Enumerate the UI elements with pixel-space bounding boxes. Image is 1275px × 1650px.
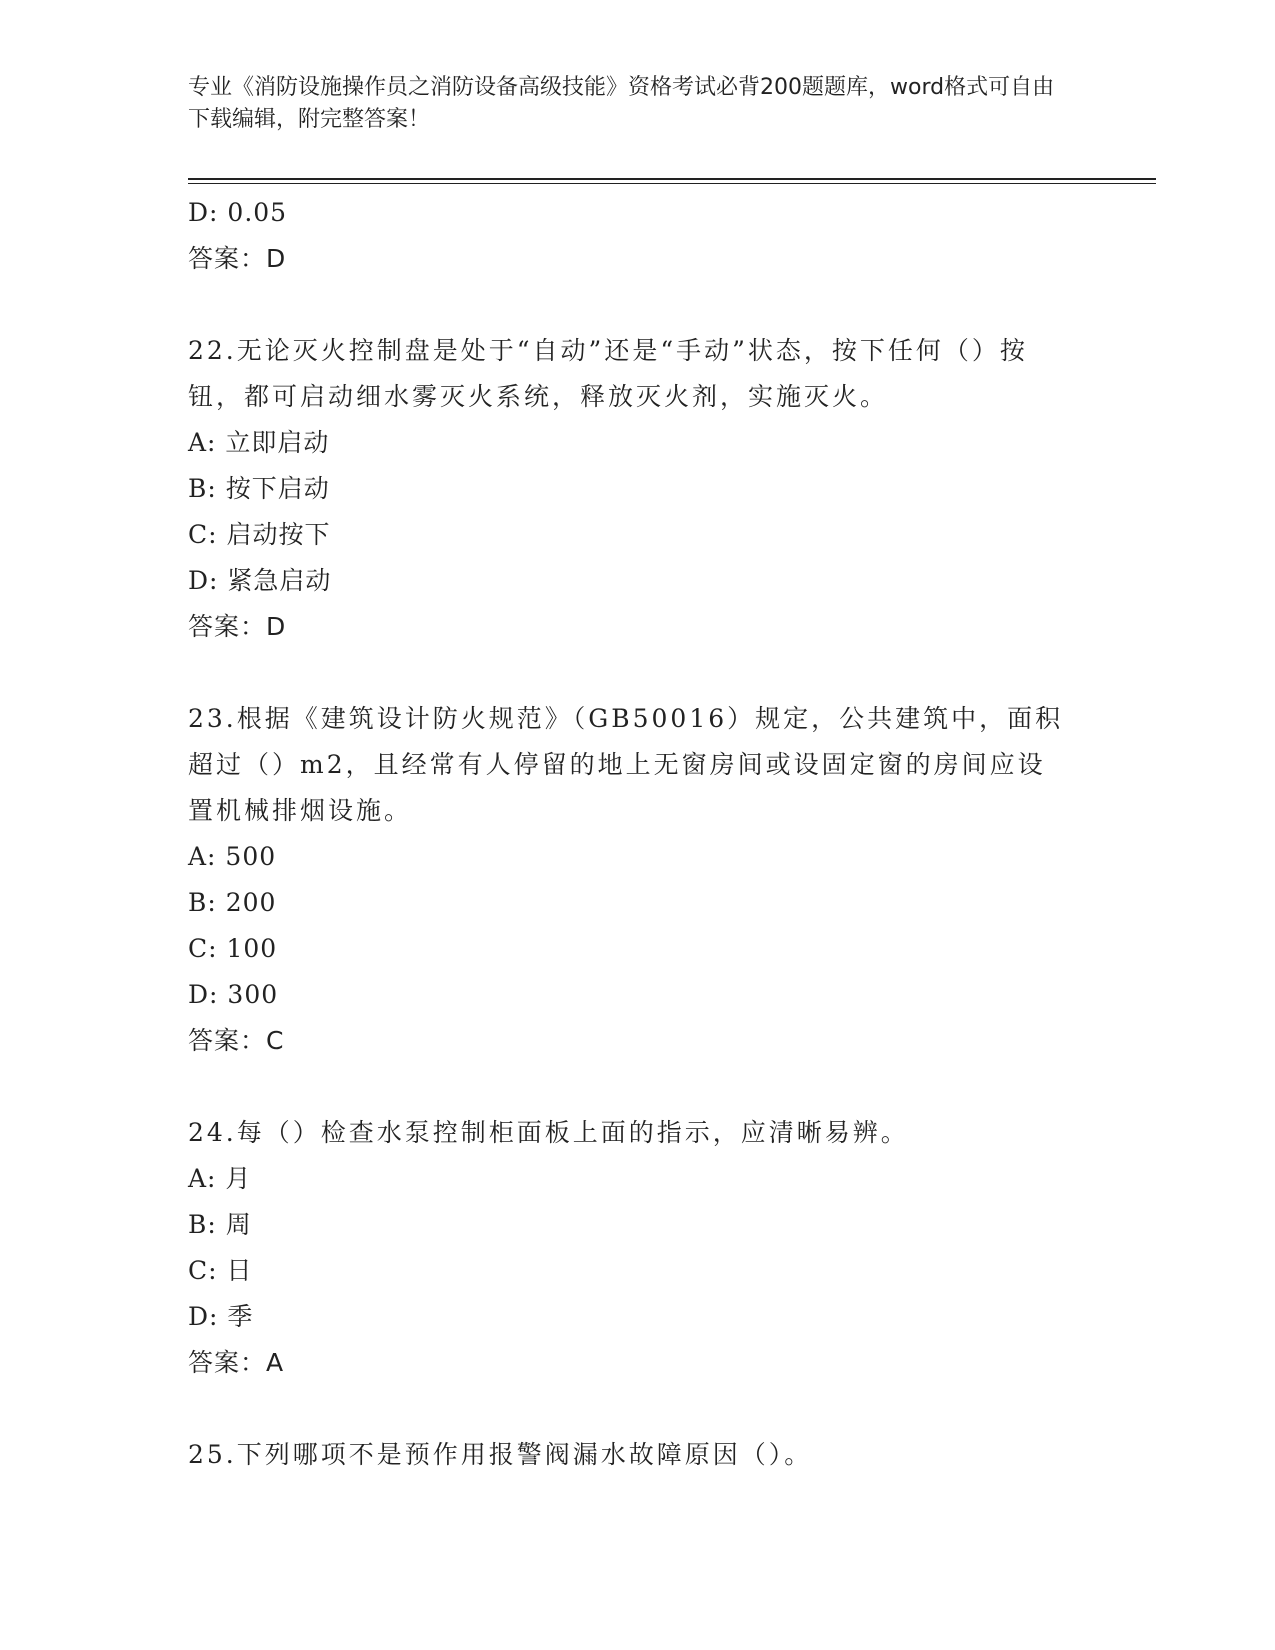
question-22 <box>188 328 1068 650</box>
document-header: 专业《消防设施操作员之消防设备高级技能》资格考试必背200题题库，word格式可自由下载编辑，附完整答案！ <box>188 75 1055 132</box>
option-d: D: 紧急启动 <box>188 566 332 595</box>
option-b: B: 周 <box>188 1210 252 1239</box>
question-stem: 23.根据《建筑设计防火规范》（GB50016）规定，公共建筑中，面积超过（）m2，且经常有人停留的地上无窗房间或设固定窗的房间应设置机械排烟设施。 <box>188 704 1064 825</box>
option-c: C: 日 <box>188 1256 253 1285</box>
option-a: A: 500 <box>188 842 277 871</box>
option-c: C: 100 <box>188 934 278 963</box>
question-23 <box>188 696 1068 1064</box>
answer: 答案：D <box>188 612 287 641</box>
option-d: D: 季 <box>188 1302 254 1331</box>
prev-option-d: D: 0.05 <box>188 198 288 227</box>
option-c: C: 启动按下 <box>188 520 331 549</box>
answer: 答案：A <box>188 1348 285 1377</box>
question-content <box>188 190 1068 1478</box>
prev-answer: 答案：D <box>188 244 287 273</box>
question-stem: 22.无论灭火控制盘是处于“自动”还是“手动”状态，按下任何（）按钮，都可启动细水雾灭火系统，释放灭火剂，实施灭火。 <box>188 336 1028 411</box>
option-a: A: 立即启动 <box>188 428 330 457</box>
option-d: D: 300 <box>188 980 279 1009</box>
question-25 <box>188 1432 1068 1478</box>
question-24 <box>188 1110 1068 1386</box>
header-rule-thick <box>188 178 1156 180</box>
question-stem: 25.下列哪项不是预作用报警阀漏水故障原因（）。 <box>188 1440 813 1469</box>
header-rule-thin <box>188 183 1156 184</box>
option-a: A: 月 <box>188 1164 252 1193</box>
option-b: B: 200 <box>188 888 277 917</box>
answer: 答案：C <box>188 1026 285 1055</box>
option-b: B: 按下启动 <box>188 474 330 503</box>
question-stem: 24.每（）检查水泵控制柜面板上面的指示，应清晰易辨。 <box>188 1118 909 1147</box>
